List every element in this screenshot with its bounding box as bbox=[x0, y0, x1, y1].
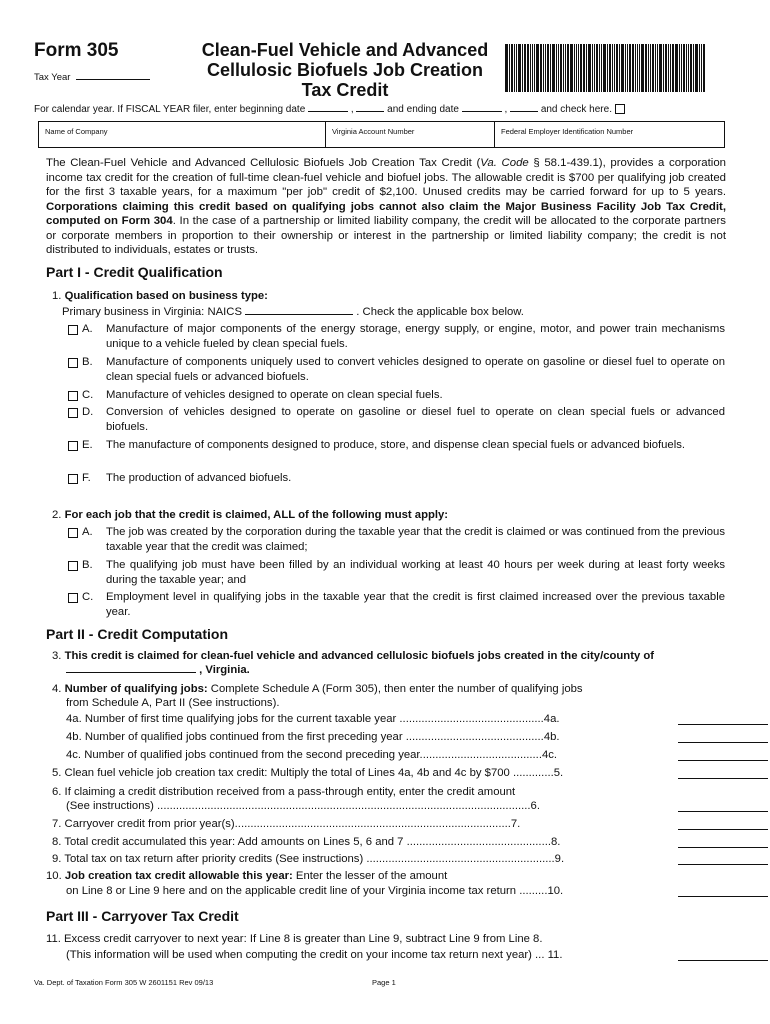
barcode-bar bbox=[560, 44, 562, 92]
barcode bbox=[505, 44, 735, 92]
line-10-b: on Line 8 or Line 9 here and on the applicable credit line of your Virginia income tax return .........10. bbox=[66, 885, 564, 897]
barcode-bar bbox=[603, 44, 606, 92]
part-2-body bbox=[46, 649, 732, 897]
city-county-input[interactable] bbox=[66, 663, 196, 673]
barcode-bar bbox=[641, 44, 644, 92]
line-10-text: Enter the lesser of the amount bbox=[292, 870, 448, 882]
line-4b: 4b. Number of qualified jobs continued from the first preceding year ............................................4b. bbox=[66, 731, 560, 743]
criterion-b-text: The qualifying job must have been filled by an individual working at least 40 hours per week during at least forty weeks during the taxable year; and bbox=[106, 559, 725, 586]
option-c-text: Manufacture of vehicles designed to operate on clean special fuels. bbox=[106, 389, 443, 401]
criterion-c[interactable] bbox=[68, 590, 725, 619]
barcode-bar bbox=[599, 44, 600, 92]
barcode-bar bbox=[663, 44, 664, 92]
barcode-bar bbox=[580, 44, 582, 92]
line-5: 5. Clean fuel vehicle job creation tax credit: Multiply the total of Lines 4a, 4b and 4c by $700 .............5. bbox=[52, 767, 564, 779]
barcode-bar bbox=[699, 44, 700, 92]
barcode-bar bbox=[614, 44, 615, 92]
barcode-bar bbox=[530, 44, 531, 92]
fein-field[interactable] bbox=[495, 122, 724, 147]
barcode-bar bbox=[576, 44, 577, 92]
intro-citation: Va. Code bbox=[480, 157, 529, 169]
barcode-bar bbox=[509, 44, 510, 92]
barcode-bar bbox=[594, 44, 595, 92]
title-line-3: Tax Credit bbox=[301, 80, 389, 100]
title-line-2: Cellulosic Biofuels Job Creation bbox=[206, 60, 484, 80]
option-f-letter: F. bbox=[82, 472, 91, 484]
criterion-a-checkbox[interactable] bbox=[68, 528, 78, 538]
tax-year-label: Tax Year bbox=[34, 72, 71, 83]
barcode-bar bbox=[657, 44, 658, 92]
barcode-bar bbox=[648, 44, 649, 92]
naics-input[interactable] bbox=[245, 305, 353, 315]
criterion-c-letter: C. bbox=[82, 591, 94, 603]
barcode-bar bbox=[681, 44, 682, 92]
end-date-year[interactable] bbox=[510, 102, 538, 112]
barcode-bar bbox=[609, 44, 611, 92]
barcode-bar bbox=[583, 44, 585, 92]
criterion-a-text: The job was created by the corporation during the taxable year that the credit is claimed or was continued from the previous taxable year that the credit was claimed; bbox=[106, 526, 725, 553]
question-1-text: Qualification based on business type: bbox=[64, 290, 268, 302]
option-f-checkbox[interactable] bbox=[68, 474, 78, 484]
question-2-text: For each job that the credit is claimed, ALL of the following must apply: bbox=[64, 509, 449, 521]
barcode-bar bbox=[592, 44, 593, 92]
barcode-bar bbox=[616, 44, 618, 92]
barcode-bar bbox=[650, 44, 651, 92]
line-4b-input[interactable] bbox=[678, 741, 768, 743]
line-9-input[interactable] bbox=[678, 863, 768, 865]
criterion-c-text: Employment level in qualifying jobs in the taxable year that the credit is first claimed increased over the previous taxable year. bbox=[106, 591, 725, 618]
barcode-bar bbox=[675, 44, 678, 92]
barcode-bar bbox=[565, 44, 566, 92]
barcode-bar bbox=[637, 44, 638, 92]
barcode-bar bbox=[552, 44, 555, 92]
line-3 bbox=[52, 649, 654, 664]
criterion-a[interactable] bbox=[68, 525, 725, 554]
line-4a-input[interactable] bbox=[678, 723, 768, 725]
question-2-number: 2. bbox=[52, 509, 62, 521]
option-b-checkbox[interactable] bbox=[68, 358, 78, 368]
criterion-b[interactable] bbox=[68, 558, 725, 587]
option-d-text: Conversion of vehicles designed to operate on gasoline or diesel fuel to operate on clean special fuels or advanced biofuels. bbox=[106, 406, 725, 433]
barcode-bar bbox=[540, 44, 542, 92]
barcode-bar bbox=[612, 44, 613, 92]
calendar-text: For calendar year. If FISCAL YEAR filer, enter beginning date bbox=[34, 104, 306, 115]
barcode-bar bbox=[505, 44, 508, 92]
line-4c-input[interactable] bbox=[678, 759, 768, 761]
page-number: Page 1 bbox=[372, 978, 396, 987]
naics-line bbox=[62, 305, 524, 320]
barcode-bar bbox=[556, 44, 557, 92]
barcode-bar bbox=[639, 44, 640, 92]
part-3-body bbox=[46, 932, 732, 972]
line-3-number: 3. bbox=[52, 650, 62, 662]
option-a-checkbox[interactable] bbox=[68, 325, 78, 335]
intro-part-1: The Clean-Fuel Vehicle and Advanced Cellulosic Biofuels Job Creation Tax Credit ( bbox=[46, 157, 481, 169]
begin-date-month[interactable] bbox=[308, 102, 348, 112]
line-6-input[interactable] bbox=[678, 810, 768, 812]
line-4c: 4c. Number of qualified jobs continued from the second preceding year.......................................4c. bbox=[66, 749, 558, 761]
barcode-bar bbox=[695, 44, 698, 92]
barcode-bar bbox=[514, 44, 515, 92]
line-3-text: This credit is claimed for clean-fuel vehicle and advanced cellulosic biofuels jobs created in the city/county of bbox=[64, 650, 655, 662]
option-a-text: Manufacture of major components of the energy storage, energy supply, or engine, motor, and power train mechanisms unique to a vehicle fueled by clean special fuels. bbox=[106, 323, 725, 350]
option-d-letter: D. bbox=[82, 406, 94, 418]
company-name-label: Name of Company bbox=[45, 127, 108, 136]
intro-paragraph bbox=[46, 156, 726, 258]
barcode-bar bbox=[619, 44, 620, 92]
barcode-bar bbox=[518, 44, 521, 92]
line-11: 11. Excess credit carryover to next year: If Line 8 is greater than Line 9, subtract Line 9 from Line 8. bbox=[46, 933, 543, 945]
company-name-field[interactable] bbox=[39, 122, 326, 147]
barcode-bar bbox=[645, 44, 647, 92]
line-10-bold: Job creation tax credit allowable this year: bbox=[64, 870, 293, 882]
option-a-letter: A. bbox=[82, 323, 93, 335]
barcode-bar bbox=[516, 44, 517, 92]
intro-part-2: § 58.1-439.1), provides a corporation income tax credit for the creation of full-time clean-fuel vehicle and biofuel jobs. The allowable credit is $700 per qualifying job created for the first 3 taxable years, for a maximum "per job" credit of $2,100. Unused credits may be carried forward for up to 5 years. bbox=[46, 157, 726, 198]
line-7: 7. Carryover credit from prior year(s)........................................................................................7. bbox=[52, 818, 521, 830]
form-title bbox=[190, 40, 500, 100]
criterion-a-letter: A. bbox=[82, 526, 93, 538]
tax-year-blank[interactable] bbox=[76, 70, 150, 80]
option-f[interactable] bbox=[68, 471, 725, 486]
naics-instruction: . Check the applicable box below. bbox=[356, 306, 524, 318]
barcode-bar bbox=[668, 44, 669, 92]
barcode-bar bbox=[659, 44, 662, 92]
option-c-letter: C. bbox=[82, 389, 94, 401]
line-4-bold: Number of qualifying jobs: bbox=[64, 683, 208, 695]
barcode-bar bbox=[522, 44, 523, 92]
line-9: 9. Total tax on tax return after priority credits (See instructions) ............................................................9. bbox=[52, 853, 565, 865]
question-1-number: 1. bbox=[52, 290, 62, 302]
fein-label: Federal Employer Identification Number bbox=[501, 127, 634, 136]
option-b[interactable] bbox=[68, 355, 725, 384]
line-4-number: 4. bbox=[52, 683, 62, 695]
account-number-field[interactable] bbox=[326, 122, 495, 147]
barcode-bar bbox=[703, 44, 705, 92]
barcode-bar bbox=[534, 44, 535, 92]
line-6-b: (See instructions) .......................................................................................................................6. bbox=[66, 800, 540, 812]
part-3-heading: Part III - Carryover Tax Credit bbox=[46, 908, 239, 924]
part-1-body bbox=[52, 289, 732, 619]
line-8-input[interactable] bbox=[678, 846, 768, 848]
option-b-letter: B. bbox=[82, 356, 93, 368]
line-10-number: 10. bbox=[46, 870, 62, 882]
line-5-input[interactable] bbox=[678, 777, 768, 779]
barcode-bar bbox=[655, 44, 656, 92]
option-e-letter: E. bbox=[82, 439, 93, 451]
line-4-text: Complete Schedule A (Form 305), then enter the number of qualifying jobs bbox=[207, 683, 583, 695]
barcode-bar bbox=[629, 44, 631, 92]
footer-left: Va. Dept. of Taxation Form 305 W 2601151 Rev 09/13 bbox=[34, 978, 214, 987]
barcode-bar bbox=[625, 44, 626, 92]
barcode-bar bbox=[670, 44, 671, 92]
line-4a: 4a. Number of first time qualifying jobs for the current taxable year ..............................................4a. bbox=[66, 713, 560, 725]
fiscal-year-checkbox[interactable] bbox=[615, 104, 625, 114]
barcode-bar bbox=[545, 44, 546, 92]
check-here-text: and check here. bbox=[540, 104, 612, 115]
part-1-heading: Part I - Credit Qualification bbox=[46, 264, 223, 280]
form-number: Form 305 bbox=[34, 40, 119, 61]
barcode-bar bbox=[693, 44, 694, 92]
line-8: 8. Total credit accumulated this year: Add amounts on Lines 5, 6 and 7 ..............................................8. bbox=[52, 836, 561, 848]
barcode-bar bbox=[686, 44, 687, 92]
end-date-month[interactable] bbox=[462, 102, 502, 112]
option-d-checkbox[interactable] bbox=[68, 408, 78, 418]
barcode-bar bbox=[607, 44, 608, 92]
barcode-bar bbox=[558, 44, 559, 92]
line-3-city bbox=[66, 663, 250, 678]
line-4 bbox=[52, 682, 583, 697]
option-e-checkbox[interactable] bbox=[68, 441, 78, 451]
barcode-bar bbox=[632, 44, 634, 92]
barcode-bar bbox=[570, 44, 573, 92]
question-1 bbox=[52, 289, 268, 304]
criterion-b-checkbox[interactable] bbox=[68, 561, 78, 571]
question-2 bbox=[52, 508, 448, 523]
calendar-year-line: For calendar year. If FISCAL YEAR filer, enter beginning date , and ending date , and check here. bbox=[34, 102, 625, 115]
barcode-bar bbox=[635, 44, 636, 92]
naics-label: Primary business in Virginia: NAICS bbox=[62, 306, 242, 318]
begin-date-year[interactable] bbox=[356, 102, 384, 112]
line-4-text-2: from Schedule A, Part II (See instructions). bbox=[66, 697, 280, 709]
option-f-text: The production of advanced biofuels. bbox=[106, 472, 292, 484]
option-c-checkbox[interactable] bbox=[68, 391, 78, 401]
barcode-bar bbox=[511, 44, 513, 92]
line-11-b: (This information will be used when computing the credit on your income tax return next year) ... 11. bbox=[66, 949, 563, 961]
line-7-input[interactable] bbox=[678, 828, 768, 830]
account-number-label: Virginia Account Number bbox=[332, 127, 415, 136]
barcode-bar bbox=[665, 44, 667, 92]
line-6: 6. If claiming a credit distribution received from a pass-through entity, enter the credit amount bbox=[52, 786, 516, 798]
barcode-bar bbox=[567, 44, 569, 92]
barcode-bar bbox=[547, 44, 549, 92]
part-2-heading: Part II - Credit Computation bbox=[46, 626, 228, 642]
barcode-bar bbox=[596, 44, 598, 92]
barcode-bar bbox=[627, 44, 628, 92]
barcode-bar bbox=[588, 44, 591, 92]
barcode-bar bbox=[621, 44, 624, 92]
intro-bold-notice: Corporations claiming this credit based on qualifying jobs cannot also claim the Major Business Facility Job Tax Credit, computed on Form 304 bbox=[46, 200, 726, 227]
line-3-virginia: , Virginia. bbox=[199, 664, 250, 676]
barcode-bar bbox=[574, 44, 575, 92]
line-10-input[interactable] bbox=[678, 895, 768, 897]
line-10 bbox=[46, 869, 447, 884]
barcode-bar bbox=[690, 44, 692, 92]
barcode-bar bbox=[679, 44, 680, 92]
barcode-bar bbox=[601, 44, 602, 92]
barcode-bar bbox=[672, 44, 674, 92]
barcode-bar bbox=[586, 44, 587, 92]
barcode-bar bbox=[536, 44, 539, 92]
criterion-b-letter: B. bbox=[82, 559, 93, 571]
barcode-bar bbox=[550, 44, 551, 92]
option-d[interactable] bbox=[68, 405, 725, 434]
barcode-bar bbox=[543, 44, 544, 92]
intro-part-3: . In the case of a partnership or limited liability company, the credit will be allocated to the corporate partners or corporate members in proportion to their ownership or interest in the partnership or limited liability company; the credit is not distributed to individuals, estates or trusts. bbox=[46, 215, 726, 256]
barcode-bar bbox=[652, 44, 654, 92]
barcode-bar bbox=[524, 44, 526, 92]
barcode-bar bbox=[683, 44, 685, 92]
barcode-bar bbox=[688, 44, 689, 92]
tax-year-field[interactable] bbox=[34, 70, 150, 83]
company-info-box bbox=[38, 121, 725, 148]
barcode-bar bbox=[701, 44, 702, 92]
option-c[interactable] bbox=[68, 388, 725, 403]
title-line-1: Clean-Fuel Vehicle and Advanced bbox=[201, 40, 489, 60]
barcode-bar bbox=[527, 44, 529, 92]
barcode-bar bbox=[563, 44, 564, 92]
option-a[interactable] bbox=[68, 322, 725, 351]
barcode-bar bbox=[532, 44, 533, 92]
criterion-c-checkbox[interactable] bbox=[68, 593, 78, 603]
option-e-text: The manufacture of components designed to produce, store, and dispense clean special fuels or advanced biofuels. bbox=[106, 439, 686, 451]
option-b-text: Manufacture of components uniquely used to convert vehicles designed to operate on gasoline or diesel fuel to operate on clean special fuels or advanced biofuels. bbox=[106, 356, 725, 383]
barcode-bar bbox=[578, 44, 579, 92]
option-e[interactable] bbox=[68, 438, 725, 453]
ending-date-text: and ending date bbox=[387, 104, 459, 115]
line-11-input[interactable] bbox=[678, 959, 768, 961]
